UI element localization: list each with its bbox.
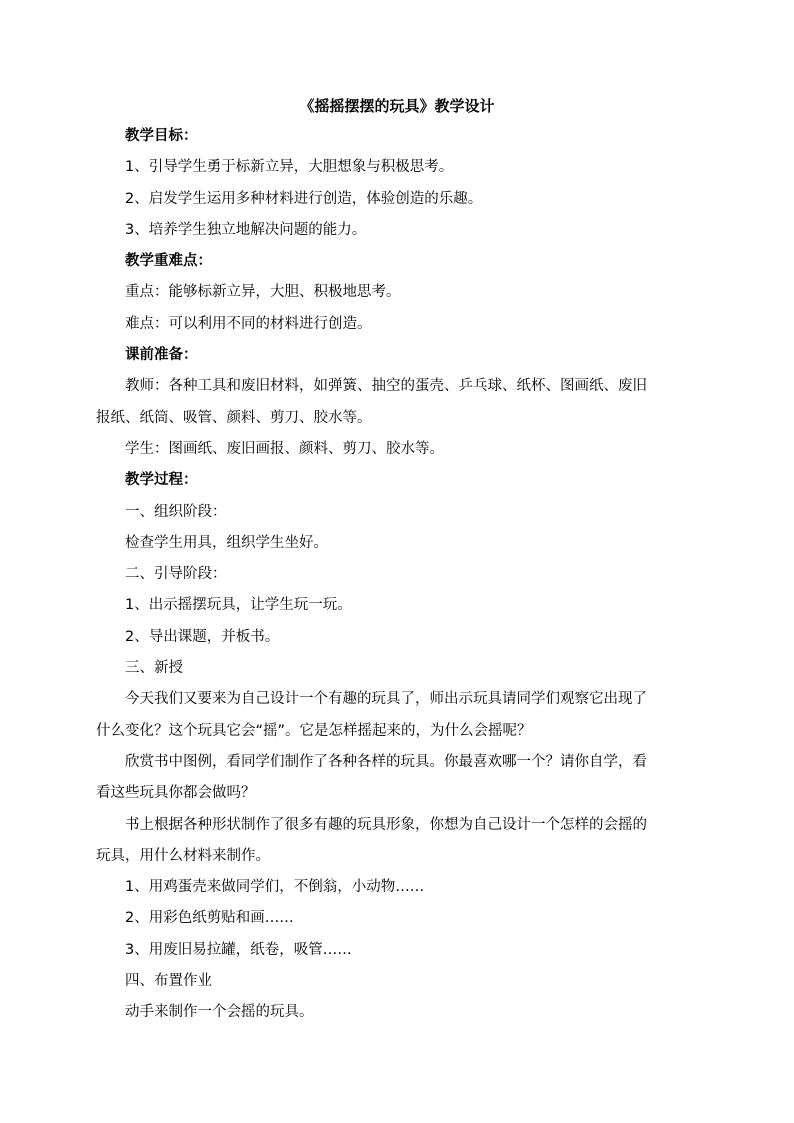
section-heading: 教学过程： xyxy=(125,472,198,489)
body-line: 学生：图画纸、废旧画报、颜料、剪刀、胶水等。 xyxy=(125,440,444,457)
paragraph-continuation: 报纸、纸筒、吸管、颜料、剪刀、胶水等。 xyxy=(96,409,372,426)
body-line: 1、引导学生勇于标新立异，大胆想象与积极思考。 xyxy=(125,159,454,176)
section-heading: 课前准备： xyxy=(125,347,198,364)
body-line: 3、用废旧易拉罐，纸卷，吸管…… xyxy=(125,941,352,958)
body-line: 动手来制作一个会摇的玩具。 xyxy=(125,1004,314,1021)
body-line: 难点：可以利用不同的材料进行创造。 xyxy=(125,315,372,332)
body-line: 1、出示摇摆玩具，让学生玩一玩。 xyxy=(125,597,352,614)
body-line: 三、新授 xyxy=(125,660,183,677)
body-line: 四、布置作业 xyxy=(125,973,212,990)
body-line: 2、导出课题，并板书。 xyxy=(125,628,280,645)
body-line: 二、引导阶段： xyxy=(125,566,227,583)
document-title: 《摇摇摆摆的玩具》教学设计 xyxy=(299,97,495,115)
paragraph-line: 教师：各种工具和废旧材料，如弹簧、抽空的蛋壳、乒乓球、纸杯、图画纸、废旧 xyxy=(125,378,647,395)
body-line: 3、培养学生独立地解决问题的能力。 xyxy=(125,221,367,238)
body-line: 2、用彩色纸剪贴和画…… xyxy=(125,910,294,927)
body-line: 一、组织阶段： xyxy=(125,503,227,520)
paragraph-line: 今天我们又要来为自己设计一个有趣的玩具了，师出示玩具请同学们观察它出现了 xyxy=(125,691,647,708)
paragraph-continuation: 玩具，用什么材料来制作。 xyxy=(96,847,270,864)
body-line: 2、启发学生运用多种材料进行创造，体验创造的乐趣。 xyxy=(125,190,483,207)
body-line: 1、用鸡蛋壳来做同学们，不倒翁，小动物…… xyxy=(125,879,425,896)
document-body xyxy=(96,122,700,1030)
paragraph-continuation: 看这些玩具你都会做吗？ xyxy=(96,785,256,802)
section-heading: 教学目标： xyxy=(125,128,198,144)
body-line: 检查学生用具，组织学生坐好。 xyxy=(125,534,328,551)
paragraph-line: 书上根据各种形状制作了很多有趣的玩具形象，你想为自己设计一个怎样的会摇的 xyxy=(125,816,647,833)
section-heading: 教学重难点： xyxy=(125,253,212,270)
paragraph-line: 欣赏书中图例，看同学们制作了各种各样的玩具。你最喜欢哪一个？请你自学，看 xyxy=(125,753,647,770)
body-line: 重点：能够标新立异，大胆、积极地思考。 xyxy=(125,284,401,301)
paragraph-continuation: 什么变化？这个玩具它会“摇”。它是怎样摇起来的，为什么会摇呢？ xyxy=(96,722,532,739)
